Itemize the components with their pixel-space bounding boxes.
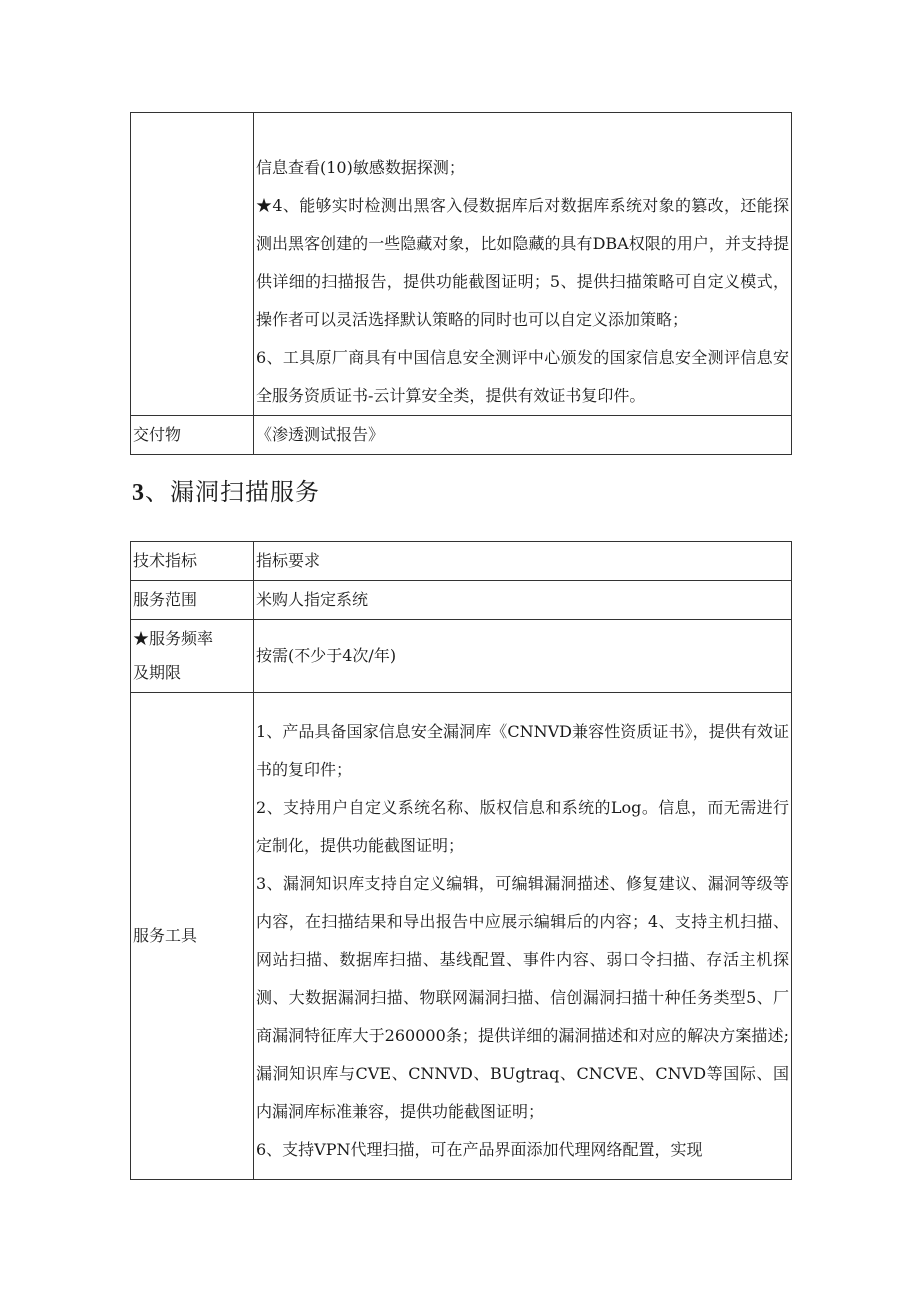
paragraph: 3、漏洞知识库支持自定义编辑，可编辑漏洞描述、修复建议、漏洞等级等内容，在扫描结果和导出报告中应展示编辑后的内容；4、支持主机扫描、网站扫描、数据库扫描、基线配置、事件内容、弱口令扫描、存活主机探测、大数据漏洞扫描、物联网漏洞扫描、信创漏洞扫描十种任务类型5、厂商漏洞特征库大于260000条；提供详细的漏洞描述和对应的解决方案描述;漏洞知识库与CVE、CNNVD、BUgtraq、CNCVE、CNVD等国际、国内漏洞库标准兼容，提供功能截图证明； [256, 874, 789, 1121]
vulnerability-scan-table [130, 541, 792, 1180]
header-label: 技术指标 [131, 542, 254, 581]
section-heading [132, 474, 320, 511]
section-separator: 、 [145, 478, 170, 506]
frequency-label [131, 620, 254, 693]
table-row [131, 416, 792, 455]
requirements-cell [254, 113, 792, 416]
requirements-table-continued [130, 112, 792, 455]
paragraph: 6、工具原厂商具有中国信息安全测评中心颁发的国家信息安全测评信息安全服务资质证书-云计算安全类，提供有效证书复印件。 [256, 348, 789, 405]
table-row [131, 693, 792, 1180]
table-row [131, 113, 792, 416]
table-row [131, 620, 792, 693]
paragraph: 信息查看(10)敏感数据探测； [256, 158, 465, 177]
tools-requirements-cell [254, 693, 792, 1180]
frequency-value: 按需(不少于4次/年) [254, 620, 792, 693]
header-value: 指标要求 [254, 542, 792, 581]
deliverable-label: 交付物 [131, 416, 254, 455]
scope-value: 米购人指定系统 [254, 581, 792, 620]
table-row [131, 581, 792, 620]
table-header-row [131, 542, 792, 581]
scope-label: 服务范围 [131, 581, 254, 620]
paragraph: 1、产品具备国家信息安全漏洞库《CNNVD兼容性资质证书》，提供有效证书的复印件； [256, 722, 789, 779]
tools-label: 服务工具 [131, 693, 254, 1180]
frequency-label-line: ★服务频率 [133, 629, 214, 648]
row-label [131, 113, 254, 416]
paragraph: 6、支持VPN代理扫描，可在产品界面添加代理网络配置，实现 [256, 1140, 703, 1159]
section-title: 漏洞扫描服务 [170, 478, 320, 506]
paragraph: 2、支持用户自定义系统名称、版权信息和系统的Log。信息，而无需进行定制化，提供功能截图证明； [256, 798, 789, 855]
paragraph: ★4、能够实时检测出黑客入侵数据库后对数据库系统对象的篡改，还能探测出黑客创建的一些隐藏对象，比如隐藏的具有DBA权限的用户，并支持提供详细的扫描报告，提供功能截图证明；5、提供扫描策略可自定义模式，操作者可以灵活选择默认策略的同时也可以自定义添加策略； [256, 196, 789, 329]
frequency-label-line: 及期限 [133, 663, 182, 682]
section-number: 3 [132, 480, 145, 506]
deliverable-value: 《渗透测试报告》 [254, 416, 792, 455]
